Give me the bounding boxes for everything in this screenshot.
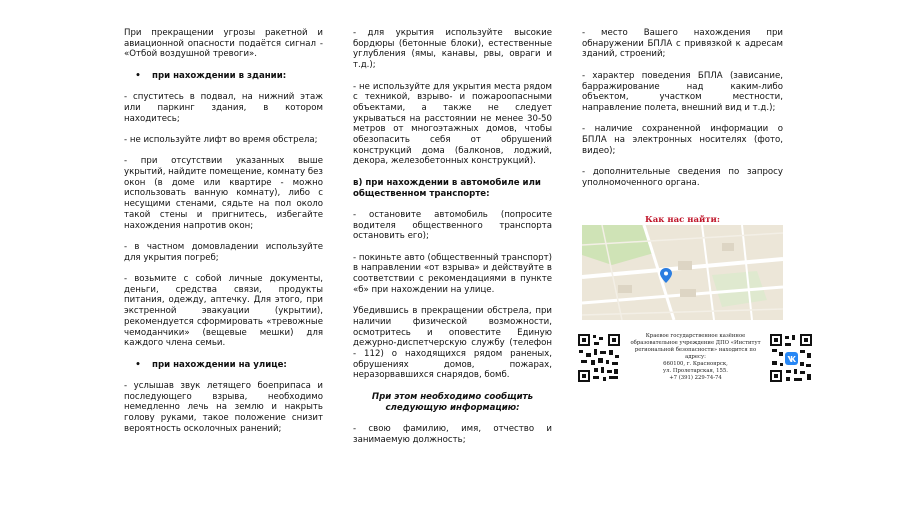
- address-line: ул. Пролетарская, 155.: [663, 368, 728, 374]
- paragraph-drone-behaviour: - характер поведения БПЛА (зависание, барражирование над каким-либо объектом, участком местности, направление полета, внешний вид и т.д.);: [582, 70, 783, 113]
- map-title: Как нас найти:: [645, 215, 720, 225]
- paragraph-avoid-hazards: - не используйте для укрытия места рядом с техникой, взрыво- и пожароопасными объектами, а также не следует укрываться на расстоянии не менее 30-50 метров от многоэтажных домов, чтобы обезопасить себя от обрушений конструкций дома (балконов, лоджий, декора, железобетонных конструкций).: [353, 81, 552, 167]
- map-building: [678, 261, 692, 270]
- paragraph-location: - место Вашего нахождения при обнаружении БПЛА с привязкой к адресам зданий, строений;: [582, 28, 783, 60]
- heading-in-building: [124, 71, 323, 82]
- column-3: [582, 28, 783, 199]
- callout-report-info: При этом необходимо сообщить следующую информацию:: [371, 391, 534, 413]
- paragraph-documents: - возьмите с собой личные документы, деньги, средства связи, продукты питания, одежду, аптечку. Для этого, при экстренной эвакуации (укрытии), рекомендуется сформировать «тревожные чемоданчики» (вещевые мешки) для каждого члена семьи.: [124, 274, 323, 349]
- paragraph-no-shelter: - при отсутствии указанных выше укрытий, найдите помещение, комнату без окон (в доме или квартире - можно использовать ванную комнату), либо с несущими стенами, сядьте на пол около такой стены и пригнитесь, избегайте нахождения напротив окон;: [124, 156, 323, 231]
- column-2: [353, 28, 552, 456]
- institution-address: [623, 333, 768, 382]
- paragraph-elevator: - не используйте лифт во время обстрела;: [124, 134, 318, 145]
- heading-in-vehicle: в) при нахождении в автомобиле или общественном транспорте:: [353, 177, 541, 199]
- bullet-icon: •: [135, 359, 141, 370]
- address-line: образовательное учреждение ДПО «Институт: [630, 340, 761, 346]
- bullet-icon: •: [135, 70, 141, 81]
- qr-code-vk-graphic: [769, 333, 813, 383]
- paragraph-lie-down: - услышав звук летящего боеприпаса и последующего взрыва, необходимо немедленно лечь на землю и накрыть голову руками, такое положение снизит вероятность осколочных ранений;: [124, 381, 323, 434]
- location-map[interactable]: [582, 225, 783, 320]
- address-line: Краевое государственное казённое: [645, 333, 746, 339]
- paragraph-saved-media: - наличие сохраненной информации о БПЛА на электронных носителях (фото, видео);: [582, 124, 783, 156]
- address-line: 660100, г. Красноярск,: [663, 361, 728, 367]
- qr-code-graphic: [577, 333, 621, 383]
- map-building: [722, 243, 734, 251]
- heading-on-street-text: при нахождении на улице:: [152, 359, 287, 370]
- vk-logo-icon: [785, 352, 798, 365]
- qr-code-vk-icon[interactable]: [769, 333, 813, 383]
- address-line: региональной безопасности» находится по: [634, 347, 757, 353]
- paragraph-leave-car: - покиньте авто (общественный транспорт) в направлении «от взрыва» и действуйте в соответствии с рекомендациями в пункте «б» при нахождении на улице.: [353, 252, 552, 295]
- paragraph-curbs: - для укрытия используйте высокие бордюры (бетонные блоки), естественные углубления (ямы, канавы, рвы, овраги и т.д.);: [353, 28, 552, 71]
- map-graphic: [582, 225, 783, 320]
- heading-in-building-text: при нахождении в здании:: [152, 70, 287, 81]
- paragraph-basement: - спуститесь в подвал, на нижний этаж или паркинг здания, в котором находитесь;: [124, 92, 323, 124]
- map-building: [680, 289, 696, 297]
- column-1: [124, 28, 323, 445]
- address-phone: +7 (391) 229-74-74: [669, 375, 722, 381]
- paragraph-notify-112: Убедившись в прекращении обстрела, при наличии физической возможности, осмотритесь и оповестите Единую дежурно-диспетчерскую службу (телефон - 112) о находящихся рядом раненых, обрушениях домов, пожарах, неразорвавшихся снарядов, бомб.: [353, 306, 552, 381]
- qr-code-icon[interactable]: [577, 333, 621, 383]
- map-building: [618, 285, 632, 293]
- paragraph-stop-car: - остановите автомобиль (попросите водителя общественного транспорта остановить его);: [353, 209, 552, 242]
- paragraph-full-name: - свою фамилию, имя, отчество и занимаемую должность;: [353, 423, 552, 445]
- address-line: адресу:: [685, 354, 706, 360]
- heading-on-street: [124, 360, 323, 371]
- paragraph-all-clear-signal: При прекращении угрозы ракетной и авиационной опасности подаётся сигнал - «Отбой воздушной тревоги».: [124, 28, 323, 60]
- paragraph-additional-info: - дополнительные сведения по запросу уполномоченного органа.: [582, 167, 783, 188]
- paragraph-private-house: - в частном домовладении используйте для укрытия погреб;: [124, 241, 323, 263]
